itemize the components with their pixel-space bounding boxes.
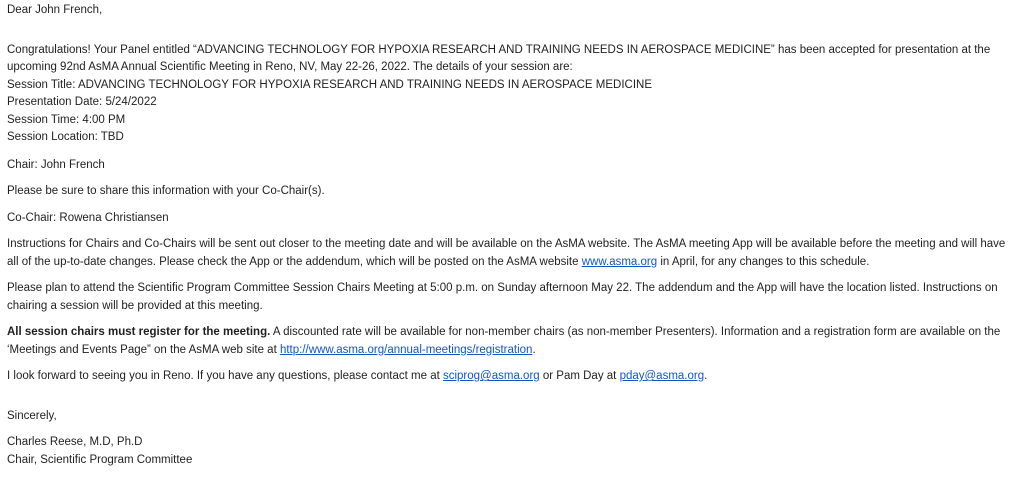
contact-text: I look forward to seeing you in Reno. If you have any questions, please contact me at [7,370,443,382]
instructions-text: Instructions for Chairs and Co-Chairs will be sent out closer to the meeting date and will be available on the AsMA website. The AsMA meeting App will be available before the meeting and will have all of the up-to-date changes. Please check the App or the addendum, which will be posted on the AsMA website [7,238,1006,268]
contact-end: . [704,370,708,382]
contact-paragraph [7,368,1018,386]
intro-paragraph: Congratulations! Your Panel entitled “ADVANCING TECHNOLOGY FOR HYPOXIA RESEARCH AND TRAINING NEEDS IN AEROSPACE MEDICINE” has been accepted for presentation at the upcoming 92nd AsMA Annual Scientific Meeting in Reno, NV, May 22-26, 2022. The details of your session are: [7,43,991,73]
session-location: Session Location: TBD [7,131,124,143]
registration-text: A discounted rate will be available for non-member chairs (as non-member Presenters). Information and a registration form are available on the ‘Meetings and Events Page” on the AsMA web site at [7,326,1001,356]
session-title: Session Title: ADVANCING TECHNOLOGY FOR HYPOXIA RESEARCH AND TRAINING NEEDS IN AEROSPACE MEDICINE [7,78,653,91]
share-note: Please be sure to share this information with your Co-Chair(s). [7,185,325,197]
meeting-paragraph: Please plan to attend the Scientific Program Committee Session Chairs Meeting at 5:00 p.m. on Sunday afternoon May 22. The addendum and the App will have the location listed. Instructions on chairing a session will be provided at this meeting. [7,282,998,312]
instructions-paragraph [7,236,1018,271]
sciprog-email-link[interactable]: sciprog@asma.org [442,370,540,382]
registration-link[interactable]: http://www.asma.org/annual-meetings/registration [279,343,533,356]
presentation-date: Presentation Date: 5/24/2022 [7,96,157,108]
session-time: Session Time: 4:00 PM [7,113,126,126]
contact-middle: or Pam Day at [539,370,620,382]
registration-bold: All session chairs must register for the meeting. [7,326,271,338]
pday-email-link[interactable]: pday@asma.org [619,370,705,382]
instructions-text-end: in April, for any changes to this schedule. [657,255,870,268]
chair-line: Chair: John French [7,158,105,171]
registration-end: . [532,343,536,356]
greeting: Dear John French, [7,4,103,16]
registration-paragraph [7,324,1018,359]
signature-name: Charles Reese, M.D, Ph.D [7,436,143,448]
asma-website-link[interactable]: www.asma.org [581,255,658,268]
cochair-line: Co-Chair: Rowena Christiansen [7,211,169,224]
signature-title: Chair, Scientific Program Committee [7,453,193,466]
closing: Sincerely, [7,409,57,422]
